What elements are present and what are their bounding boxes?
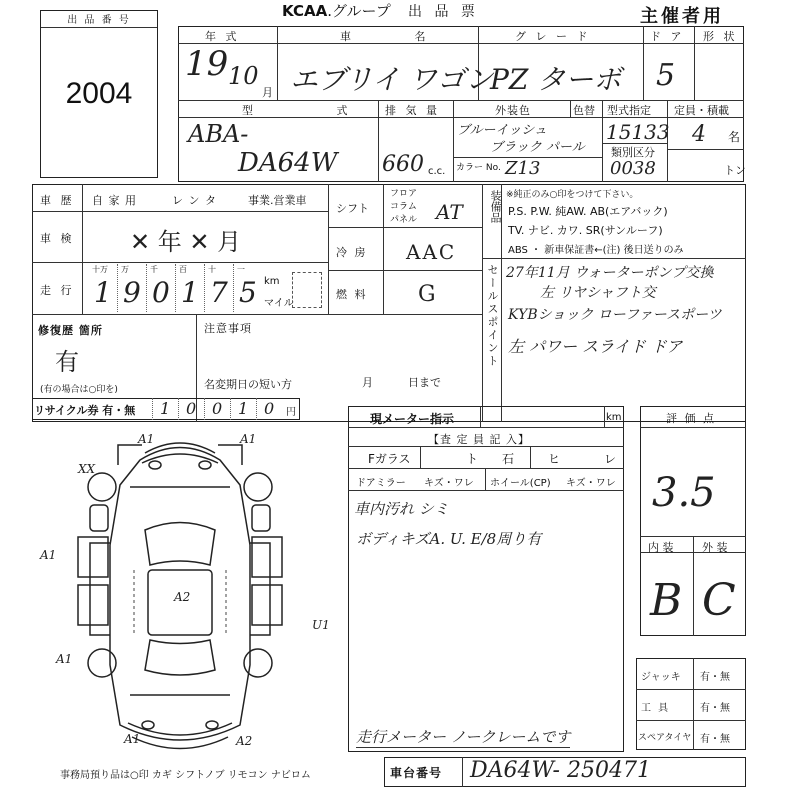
inspection-value: ✕ 年 ✕ 月 [130, 228, 242, 256]
meter-unit: km [606, 412, 622, 423]
mileage-digit-header: 一 [237, 265, 245, 274]
shift-column: コラム [390, 202, 417, 212]
mileage-digit-header: 千 [150, 265, 158, 274]
tools-label: 工 具 [641, 703, 671, 714]
mileage-digit: 7 [210, 276, 228, 309]
glass-option-3: ヒ [548, 452, 561, 466]
inspector-comment-1: 車内汚れ シミ [354, 500, 449, 518]
deadline-day: 日まで [408, 376, 441, 389]
car-name-label: 車 名 [340, 30, 456, 43]
body-label: 形 状 [703, 30, 738, 43]
equipment-line1: P.S. P.W. 純AW. AB(エアバック) [508, 205, 668, 218]
month-value: 10 [228, 62, 259, 90]
mileage-digit-header: 万 [121, 265, 129, 274]
meter-label: 現メーター指示 [370, 412, 455, 426]
sales-point-3: KYBショック ローファースポーツ [508, 307, 722, 323]
type-designation-label: 型式指定 [607, 104, 651, 117]
equipment-line2: TV. ナビ. カワ. SR(サンルーフ) [508, 224, 663, 237]
mileage-digit: 9 [123, 276, 141, 309]
inspection-label: 車 検 [40, 232, 75, 245]
mileage-label: 走 行 [40, 284, 75, 297]
car-name-value: エブリイ ワゴン [290, 63, 493, 96]
history-private: 自 家 用 [92, 194, 137, 207]
sheet-title: 出 品 票 [408, 4, 479, 20]
shift-floor: フロア [390, 189, 418, 199]
model-code: DA64W [238, 148, 338, 178]
type-designation-value: 15133 [606, 120, 670, 144]
wheel-options: キズ・ワレ [566, 478, 616, 489]
displacement-label: 排 気 量 [385, 104, 440, 117]
equipment-label [484, 190, 500, 231]
organizer-label: 主催者用 [640, 6, 724, 27]
deadline-label: 名変期日の短い方 [204, 378, 292, 391]
mileage-digit-header: 百 [179, 265, 187, 274]
repair-label: 修復歴 箇所 [38, 324, 103, 337]
lot-number: 2004 [65, 77, 133, 110]
tools-option: 有・無 [700, 703, 730, 714]
category-value: 0038 [610, 158, 656, 179]
brand-name: KCAA [282, 2, 328, 20]
glass-option-4: レ [604, 452, 617, 466]
mileage-divider [117, 264, 118, 312]
equipment-note: ※純正のみ○印をつけて下さい。 [506, 190, 639, 200]
damage-mark-rear-right: A2 [236, 734, 253, 748]
recycle-divider [230, 398, 231, 420]
mileage-digit: 0 [152, 276, 170, 309]
color-no-value: Z13 [505, 158, 541, 179]
recycle-divider [152, 398, 153, 420]
jack-option: 有・無 [700, 672, 730, 683]
color-change-label: 色替 [573, 104, 595, 117]
interior-grade: B [650, 575, 683, 626]
grade-score: 3.5 [652, 470, 716, 516]
history-business: 事業.営業車 [248, 194, 307, 207]
sales-point-2: 左 リヤシャフト交 [540, 285, 656, 301]
grade-value: PZ ターボ [490, 63, 622, 96]
damage-mark-right-side: U1 [312, 618, 330, 632]
recycle-digit: 1 [238, 399, 249, 418]
mileage-digit: 1 [181, 276, 199, 309]
chassis-label: 車台番号 [390, 766, 443, 780]
mileage-digit-header: 十 [208, 265, 216, 274]
exterior-color-line1: ブルーイッシュ [457, 123, 547, 138]
equipment-label-text: 装備品 [489, 190, 502, 223]
lot-number-label: 出 品 番 号 [41, 11, 157, 28]
history-rental: レ ン タ [172, 194, 217, 207]
mileage-digit: 1 [94, 276, 112, 309]
displacement-unit: c.c. [428, 166, 446, 177]
mileage-divider [175, 264, 176, 312]
capacity-value: 4 [692, 122, 706, 147]
damage-mark-rear: A1 [124, 732, 141, 746]
damage-mark-roof: A2 [174, 590, 191, 604]
glass-option-2: 石 [502, 452, 515, 466]
damage-mark-front-right: A1 [240, 432, 257, 446]
exterior-color-line2: ブラック パール [490, 140, 585, 155]
wheel-label: ホイール(CP) [490, 478, 551, 489]
mileage-divider [146, 264, 147, 312]
glass-option-1: ト [466, 452, 479, 466]
month-unit: 月 [262, 86, 273, 99]
ac-label: 冷 房 [336, 246, 368, 259]
inspector-section-label: 【査 定 員 記 入】 [428, 433, 530, 446]
exterior-label: 外 装 [702, 541, 728, 554]
mileage-divider [204, 264, 205, 312]
mileage-unit-mile: マイル [264, 298, 294, 309]
doors-value: 5 [656, 58, 676, 93]
jack-label: ジャッキ [641, 672, 681, 683]
repair-note: (有の場合は○印を) [40, 385, 118, 395]
brand-suffix: .グループ [327, 2, 391, 20]
recycle-digit: 1 [160, 399, 171, 418]
displacement-value: 660 [382, 152, 424, 177]
inspector-comment-2: ボディキズA. U. E/8周り有 [356, 530, 542, 548]
mileage-divider [233, 264, 234, 312]
capacity-unit: 名 [728, 130, 741, 144]
recycle-divider [204, 398, 205, 420]
spare-label: スペアタイヤ [638, 733, 692, 743]
mirror-options: キズ・ワレ [424, 478, 474, 489]
office-items: 事務局預り品は○印 カギ シフトノブ リモコン ナビロム [60, 770, 311, 781]
recycle-digit: 0 [212, 399, 223, 418]
year-label: 年 式 [205, 30, 240, 43]
equipment-line3: ABS ・ 新車保証書←(注) 後日送りのみ [508, 245, 684, 256]
damage-mark-front-left-corner: XX [78, 462, 96, 476]
model-code-prefix: ABA- [188, 120, 249, 148]
model-label: 型 式 [242, 104, 388, 117]
sales-point-1: 27年11月 ウォーターポンプ交換 [506, 265, 714, 281]
shift-panel: パネル [390, 215, 418, 225]
grade-label: グ レ ー ド [515, 30, 591, 43]
repair-value: 有 [55, 348, 79, 376]
capacity-label: 定員・積載 [674, 104, 729, 117]
shift-label: シフト [336, 202, 369, 215]
grade-label: 評 価 点 [666, 412, 716, 425]
shift-value: AT [436, 200, 463, 224]
mirror-label: ドアミラー [356, 478, 406, 489]
recycle-divider [178, 398, 179, 420]
lot-number-box [40, 10, 158, 178]
year-value: 19 [185, 44, 229, 84]
recycle-unit: 円 [286, 407, 296, 418]
glass-label: Fガラス [368, 452, 411, 466]
history-label: 車 歴 [40, 194, 75, 207]
mileage-unit-km: km [264, 276, 280, 287]
fuel-label: 燃 料 [336, 288, 368, 301]
damage-mark-front-left: A1 [138, 432, 155, 446]
notes-label: 注意事項 [204, 322, 252, 335]
mileage-digit-header: 十万 [92, 265, 108, 274]
category-label: 類別区分 [611, 146, 655, 159]
recycle-digit: 0 [264, 399, 275, 418]
mileage-digit: 5 [239, 276, 257, 309]
mileage-unit-box [292, 272, 322, 308]
inspector-comment-3: 走行メーター ノークレームです [356, 728, 571, 746]
exterior-grade: C [702, 575, 736, 626]
chassis-number: DA64W- 250471 [470, 758, 651, 783]
recycle-divider [256, 398, 257, 420]
ac-value: AAC [406, 240, 457, 264]
fuel-value: G [418, 282, 436, 307]
recycle-label: リサイクル券 有・無 [34, 404, 136, 417]
damage-mark-rear-left: A1 [56, 652, 73, 666]
sales-point-4: 左 パワー スライド ドア [508, 337, 683, 356]
sales-points-label [484, 264, 500, 371]
deadline-month: 月 [362, 376, 376, 389]
exterior-color-label: 外装色 [495, 104, 531, 117]
recycle-digit: 0 [186, 399, 197, 418]
brand-logo [282, 0, 391, 21]
spare-option: 有・無 [700, 734, 730, 745]
sales-points-label-text: セールスポイント [486, 264, 499, 368]
load-unit: トン [724, 164, 746, 177]
damage-mark-left-side: A1 [40, 548, 57, 562]
doors-label: ド ア [650, 30, 685, 43]
color-no-label: カラー No. [456, 163, 501, 173]
interior-label: 内 装 [648, 541, 674, 554]
